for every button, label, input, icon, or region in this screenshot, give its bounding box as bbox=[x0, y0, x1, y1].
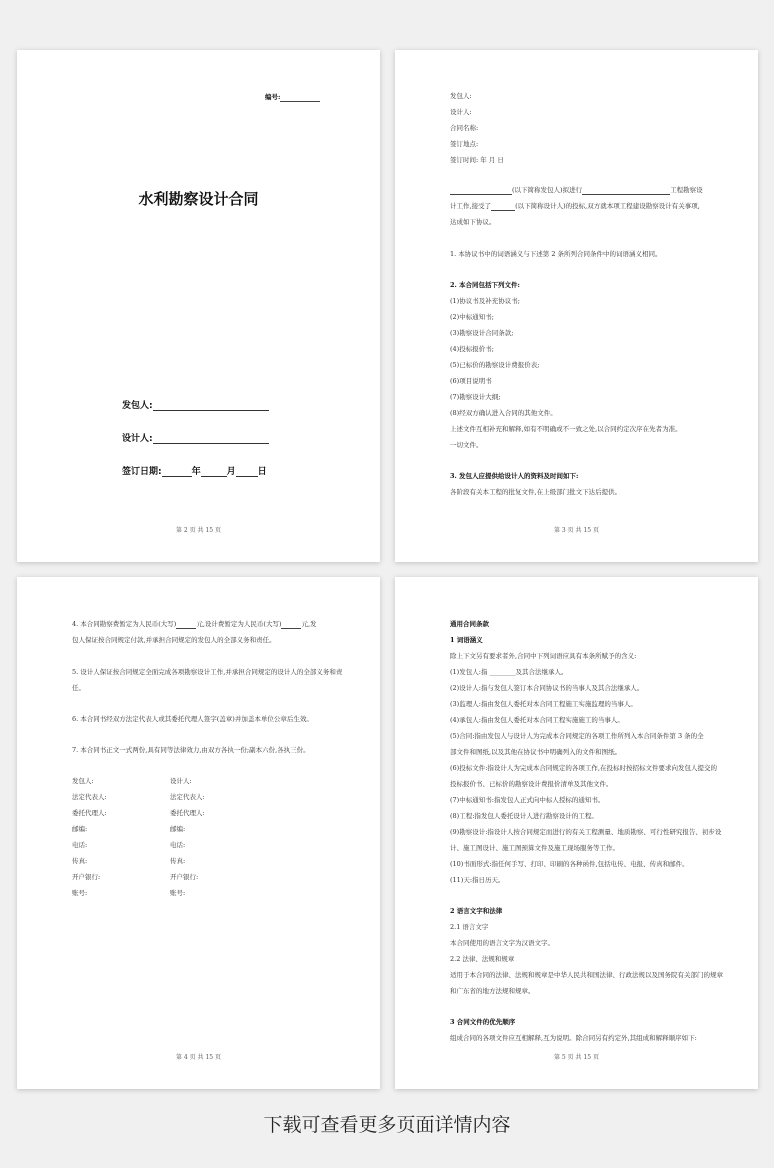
employer-signature-line bbox=[122, 398, 269, 411]
clause-2-note: 上述文件互相补充和解释,如有不明确或不一致之处,以合同约定次序在先者为准。 bbox=[450, 425, 682, 433]
text: 计工作,接受了 bbox=[450, 202, 492, 210]
clause-2-title: 2. 本合同包括下列文件: bbox=[450, 281, 520, 289]
page-footer: 第 3 页 共 15 页 bbox=[554, 527, 599, 534]
header-line: 设计人: bbox=[450, 108, 472, 116]
text: 4. 本合同勘察费暂定为人民币(大写) bbox=[72, 620, 177, 628]
section-2-2-text: 和广东省的地方法规和规章。 bbox=[450, 987, 535, 995]
blank bbox=[450, 188, 512, 195]
clause-7: 7. 本合同书正文一式两份,具有同等法律效力,由双方各执一份;副本六份,各执三份。 bbox=[72, 746, 310, 754]
section-2-2-title: 2.2 法律、法规和规章 bbox=[450, 955, 515, 963]
section-1-title: 1 词语涵义 bbox=[450, 636, 483, 644]
clause-2-item: (6)项目说明书 bbox=[450, 377, 492, 385]
clause-2-item: (5)已标价的勘察设计费报价表; bbox=[450, 361, 540, 369]
page-footer: 第 2 页 共 15 页 bbox=[176, 527, 221, 534]
clause-2-item: (2)中标通知书; bbox=[450, 313, 494, 321]
employer-field: 发包人: bbox=[72, 777, 94, 785]
clause-2-item: (3)勘察设计合同条款; bbox=[450, 329, 514, 337]
clause-5-line: 任。 bbox=[72, 684, 85, 692]
clause-2-item: (1)协议书及补充协议书; bbox=[450, 297, 520, 305]
text: 元,设计费暂定为人民币(大写) bbox=[196, 620, 282, 628]
section-2-title: 2 语言文字和法律 bbox=[450, 907, 503, 915]
document-page-fees bbox=[17, 577, 380, 1089]
employer-field: 账号: bbox=[72, 889, 88, 897]
section-2-1-text: 本合同使用的语言文字为汉语文字。 bbox=[450, 939, 554, 947]
document-page-cover bbox=[17, 50, 380, 562]
section-3-text: 组成合同的各项文件应互相解释,互为说明。除合同另有约定外,其组成和解释顺序如下: bbox=[450, 1034, 697, 1042]
designer-field: 电话: bbox=[170, 841, 186, 849]
text: 工程勘察设 bbox=[670, 186, 703, 194]
clause-5-line: 5. 设计人保证按合同规定全面完成各项勘察设计工作,并承担合同规定的设计人的全部义务和责 bbox=[72, 668, 343, 676]
intro-paragraph-line: 达成如下协议。 bbox=[450, 218, 496, 226]
designer-signature-line bbox=[122, 431, 269, 444]
header-line: 合同名称: bbox=[450, 124, 479, 132]
month-label: 月 bbox=[226, 467, 236, 477]
employer-field: 传真: bbox=[72, 857, 88, 865]
employer-blank bbox=[153, 401, 269, 411]
clause-4-line: 包人保证按合同规定付款,并承担合同规定的发包人的全部义务和责任。 bbox=[72, 636, 276, 644]
header-line: 签订地点: bbox=[450, 140, 479, 148]
document-page-agreement bbox=[395, 50, 758, 562]
clause-3-text: 各阶段有关本工程的批复文件,在上级部门批文下达后提供。 bbox=[450, 488, 622, 496]
designer-field: 设计人: bbox=[170, 777, 192, 785]
text: (以下简称发包人)拟进行 bbox=[512, 186, 583, 194]
designer-field: 传真: bbox=[170, 857, 186, 865]
clause-6: 6. 本合同书经双方法定代表人或其委托代理人签字(盖章)并加盖本单位公章后生效。 bbox=[72, 715, 313, 723]
blank bbox=[176, 622, 196, 629]
intro-paragraph-line bbox=[450, 186, 703, 195]
signing-date-line bbox=[122, 464, 267, 477]
definition-item: (8)工程:指发包人委托设计人进行勘察设计的工程。 bbox=[450, 812, 598, 820]
section-3-title: 3 合同文件的优先顺序 bbox=[450, 1018, 516, 1026]
employer-field: 开户银行: bbox=[72, 873, 101, 881]
section-2-2-text: 适用于本合同的法律、法规和规章是中华人民共和国法律、行政法规以及国务院有关部门的规章 bbox=[450, 971, 723, 979]
designer-field: 法定代表人: bbox=[170, 793, 205, 801]
designer-label: 设计人: bbox=[122, 434, 153, 444]
year-blank bbox=[162, 467, 192, 477]
page-footer: 第 4 页 共 15 页 bbox=[176, 1054, 221, 1061]
signing-date-label: 签订日期: bbox=[122, 467, 162, 477]
section-2-1-title: 2.1 语言文字 bbox=[450, 923, 489, 931]
definition-item: (5)合同:指由发包人与设计人为完成本合同规定的各项工作所列入本合同条件第 3 条的全 bbox=[450, 732, 704, 740]
text: 元,发 bbox=[301, 620, 317, 628]
day-label: 日 bbox=[257, 467, 267, 477]
month-blank bbox=[201, 467, 227, 477]
employer-field: 法定代表人: bbox=[72, 793, 107, 801]
intro-paragraph-line bbox=[450, 202, 700, 211]
designer-field: 开户银行: bbox=[170, 873, 199, 881]
day-blank bbox=[236, 467, 258, 477]
header-line: 发包人: bbox=[450, 92, 472, 100]
download-caption: 下载可查看更多页面详情内容 bbox=[263, 1114, 511, 1136]
blank bbox=[582, 188, 670, 195]
designer-field: 委托代理人: bbox=[170, 809, 205, 817]
clause-2-item: (8)经双方确认进入合同的其他文件。 bbox=[450, 409, 557, 417]
clause-2-note: 一切文件。 bbox=[450, 441, 483, 449]
contract-number-field bbox=[265, 93, 320, 102]
employer-label: 发包人: bbox=[122, 401, 153, 411]
designer-field: 邮编: bbox=[170, 825, 186, 833]
blank bbox=[281, 622, 301, 629]
contract-number-blank bbox=[280, 95, 320, 102]
definition-item: (2)设计人:指与发包人签订本合同协议书的当事人及其合法继承人。 bbox=[450, 684, 644, 692]
contract-title: 水利勘察设计合同 bbox=[138, 190, 259, 208]
clause-2-item: (7)勘察设计大纲; bbox=[450, 393, 501, 401]
clause-3-title: 3. 发包人应提供给设计人的资料及时间如下: bbox=[450, 472, 579, 480]
designer-field: 账号: bbox=[170, 889, 186, 897]
definition-item: (7)中标通知书:指发包人正式向中标人授标的通知书。 bbox=[450, 796, 605, 804]
definition-item: (3)监理人:指由发包人委托对本合同工程施工实施监理的当事人。 bbox=[450, 700, 637, 708]
definition-item: (10)书面形式:指任何手写、打印、印刷的各种函件,包括电传、电报、传真和邮件。 bbox=[450, 860, 689, 868]
definition-item: (9)勘察设计:指设计人按合同规定而进行的有关工程测量、地质勘察、可行性研究报告、初步设 bbox=[450, 828, 722, 836]
header-line: 签订时间: 年 月 日 bbox=[450, 156, 504, 164]
clause-2-item: (4)投标报价书; bbox=[450, 345, 494, 353]
employer-field: 委托代理人: bbox=[72, 809, 107, 817]
definition-item: 部文件和图纸,以及其他在协议书中明确列入的文件和图纸。 bbox=[450, 748, 622, 756]
text: (以下简称设计人)的投标,双方就本项工程建设勘察设计有关事项, bbox=[515, 202, 700, 210]
section-heading: 通用合同条款 bbox=[450, 620, 489, 628]
definition-item: (11)天:指日历天。 bbox=[450, 876, 505, 884]
employer-field: 电话: bbox=[72, 841, 88, 849]
year-label: 年 bbox=[191, 467, 201, 477]
contract-number-label: 编号: bbox=[265, 93, 281, 101]
definition-item: (4)承包人:指由发包人委托对本合同工程实施施工的当事人。 bbox=[450, 716, 624, 724]
page-footer: 第 5 页 共 15 页 bbox=[554, 1054, 599, 1061]
employer-field: 邮编: bbox=[72, 825, 88, 833]
clause-4-line bbox=[72, 620, 317, 629]
section-1-intro: 除上下文另有要求者外,合同中下列词语应具有本条所赋予的含义: bbox=[450, 652, 637, 660]
document-page-general-conditions bbox=[395, 577, 758, 1089]
definition-item: (6)投标文件:指设计人为完成本合同规定的各项工作,在投标时按招标文件要求向发包人提交的 bbox=[450, 764, 717, 772]
definition-item: (1)发包人:指 ________及其合法继承人。 bbox=[450, 668, 568, 676]
clause-1: 1. 本协议书中的词语涵义与下述第 2 条所列合同条件中的词语涵义相同。 bbox=[450, 250, 662, 258]
blank bbox=[491, 204, 515, 211]
definition-item: 投标报价书、已标价的勘察设计费报价清单及其他文件。 bbox=[450, 780, 613, 788]
definition-item: 计、施工图设计、施工图预算文件及施工现场服务等工作。 bbox=[450, 844, 619, 852]
designer-blank bbox=[153, 434, 269, 444]
